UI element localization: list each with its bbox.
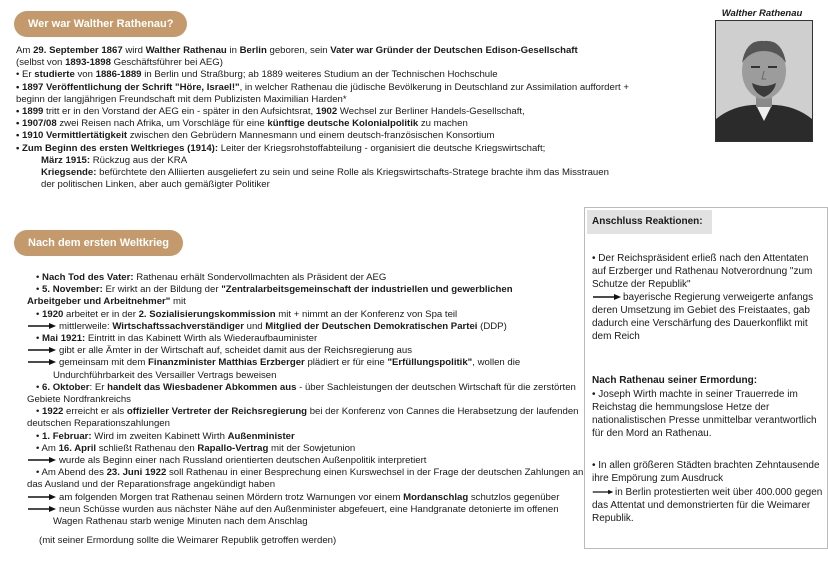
- bio-line: [16, 130, 696, 142]
- arrow-right-icon: [27, 358, 57, 366]
- timeline-line: [27, 479, 587, 491]
- timeline-arrow-line: [27, 492, 587, 504]
- text-segment: "Zentralarbeitsgemeinschaft der industriellen und gewerblichen: [221, 284, 513, 296]
- timeline-arrow-line: [27, 455, 587, 467]
- bio-line: [16, 118, 696, 130]
- text-segment: mit: [170, 296, 186, 308]
- text-segment: Rapallo-Vertrag: [197, 442, 269, 454]
- timeline-line: [27, 418, 587, 430]
- timeline-line: [27, 406, 587, 418]
- text-segment: arbeitet er in der: [63, 308, 139, 320]
- text-segment: •: [36, 272, 43, 283]
- timeline-arrow-line: [27, 357, 587, 369]
- text-segment: mittlerweile:: [59, 320, 113, 332]
- text-segment: offizieller Vertreter der Reichsregierung: [126, 406, 308, 418]
- timeline-line: [27, 309, 587, 321]
- text-segment: Wechsel zur Berliner Handels-Gesellschaft,: [337, 106, 525, 118]
- text-segment: • 1907/08: [16, 118, 57, 130]
- text-segment: zwischen den Gebrüdern Mannesmann und einem deutsch-französischen Konsortium: [127, 130, 495, 142]
- timeline-arrow-line: [27, 321, 587, 333]
- timeline-line: [27, 443, 587, 455]
- arrow-right-icon: [27, 456, 57, 464]
- text-segment: und: [243, 320, 266, 332]
- bio-line: [16, 82, 696, 94]
- text-segment: zu machen: [418, 118, 468, 130]
- arrow-right-icon: [27, 505, 57, 513]
- text-segment: Undurchführbarkeit des Versailler Vertrags beweisen: [53, 369, 277, 381]
- arrow-right-icon: [592, 293, 622, 301]
- text-segment: Mordanschlag: [403, 491, 469, 503]
- bio-line: [16, 106, 696, 118]
- text-segment: Wagen Rathenau starb wenige Minuten nach dem Anschlag: [53, 516, 308, 528]
- text-segment: , in welcher Rathenau die jüdische Bevölkerung in Deutschland zur Assimilation auffordert +: [239, 81, 629, 93]
- text-segment: Walther Rathenau: [145, 45, 227, 56]
- text-segment: •: [36, 308, 43, 320]
- text-segment: "Erfüllungspolitik": [387, 357, 473, 369]
- text-segment: 1893-1898: [65, 57, 111, 69]
- text-segment: 29. September 1867: [33, 45, 123, 56]
- reactions-paragraph: bayerische Regierung verweigerte anfangs deren Umsetzung im Gebiet des Freistaates, gab dadurch eine Verschärfung des Dauerkonflikt mit dem Reich: [592, 292, 814, 343]
- text-segment: gibt er alle Ämter in der Wirtschaft auf, scheidet damit aus der Reichsregierung aus: [59, 345, 413, 357]
- portrait-illustration: [716, 21, 812, 141]
- text-segment: 1920: [42, 308, 64, 320]
- text-segment: mit der Sowjetunion: [268, 442, 356, 454]
- arrow-right-icon: [27, 493, 57, 501]
- text-segment: Nach Tod des Vater:: [42, 272, 134, 283]
- timeline-line: [27, 333, 587, 345]
- portrait-caption: Walther Rathenau: [721, 8, 803, 19]
- text-segment: Arbeitgeber und Arbeitnehmer": [27, 296, 171, 308]
- text-segment: • Am Abend des: [36, 467, 107, 479]
- text-segment: gemeinsam mit dem: [59, 357, 149, 369]
- bio-line: [16, 143, 696, 155]
- text-segment: plädiert er für eine: [304, 357, 388, 369]
- text-segment: •: [36, 430, 43, 442]
- section-title-pill: [14, 230, 183, 256]
- text-segment: • Am: [36, 442, 59, 454]
- text-segment: 1886-1889: [95, 69, 142, 81]
- bio-line: [16, 45, 696, 57]
- text-segment: beginn der langjährigen Freundschaft mit dem Publizisten Maximilian Harden*: [16, 93, 347, 105]
- reactions-box: [584, 207, 828, 549]
- text-segment: : Er: [89, 381, 108, 393]
- text-segment: 1902: [315, 106, 338, 118]
- text-segment: 16. April: [58, 442, 97, 454]
- text-segment: - über Sachleistungen der deutschen Wirtschaft für die zerstörten: [296, 381, 576, 393]
- text-segment: 1. Februar:: [42, 430, 92, 442]
- text-segment: Er wirkt an der Bildung der: [102, 284, 222, 296]
- text-segment: handelt das Wiesbadener Abkommen aus: [107, 381, 297, 393]
- timeline-line: [27, 296, 587, 308]
- timeline-line: [27, 535, 587, 547]
- text-segment: befürchtete den Alliierten ausgeliefert zu sein und seine Rolle als Kriegswirtschafts-Stratege brachte ihm das Misstrauen: [96, 167, 609, 179]
- text-segment: zwei Reisen nach Afrika, um Vorschläge für eine: [56, 118, 268, 130]
- text-segment: tritt er in den Vorstand der AEG ein - später in den Aufsichtsrat,: [43, 106, 316, 118]
- section-title: Wer war Walther Rathenau?: [28, 18, 174, 30]
- text-segment: •: [36, 333, 43, 345]
- arrow-right-icon: [27, 346, 57, 354]
- text-segment: Finanzminister Matthias Erzberger: [148, 357, 305, 369]
- text-segment: März 1915:: [41, 154, 91, 166]
- text-segment: 2. Sozialisierungskommission: [138, 308, 276, 320]
- reactions-header: Anschluss Reaktionen:: [587, 210, 712, 234]
- text-segment: in Berlin und Straßburg; ab 1889 weiteres Studium an der Technischen Hochschule: [141, 69, 498, 81]
- text-segment: • 1899: [16, 106, 44, 118]
- text-segment: , wollen die: [472, 357, 521, 369]
- section-title-pill: [14, 11, 187, 37]
- text-segment: •: [36, 284, 43, 296]
- text-segment: Mitglied der Deutschen Demokratischen Partei: [265, 320, 478, 332]
- text-segment: geboren, sein: [266, 45, 331, 56]
- text-segment: 6. Oktober: [42, 381, 90, 393]
- text-segment: Kriegsende:: [41, 167, 97, 179]
- reactions-paragraph: • In allen größeren Städten brachten Zehntausende ihre Empörung zum Ausdruck: [592, 460, 820, 485]
- text-segment: schließt Rathenau den: [96, 442, 198, 454]
- arrow-right-icon: [27, 322, 57, 330]
- text-segment: 5. November:: [42, 284, 103, 296]
- text-segment: in: [226, 45, 240, 56]
- arrow-right-icon: [592, 488, 614, 496]
- reactions-paragraph: • Der Reichspräsident erließ nach den Attentaten auf Erzberger und Rathenau Notverordnung "zum Schutze der Republik": [592, 253, 813, 291]
- reactions-paragraph: in Berlin protestierten weit über 400.000 gegen das Attentat und demonstrierten für die Weimarer Republik.: [592, 487, 823, 525]
- timeline-line: [27, 370, 587, 382]
- text-segment: Außenminister: [227, 430, 295, 442]
- text-segment: der politischen Linken, aber auch gemäßigter Politiker: [41, 179, 270, 191]
- timeline-arrow-line: [27, 504, 587, 516]
- text-segment: mit + nimmt an der Konferenz von Spa teil: [275, 308, 458, 320]
- timeline-line: [27, 272, 587, 284]
- timeline-line: [27, 394, 587, 406]
- text-segment: • Zum Beginn des ersten Weltkrieges (1914):: [16, 142, 219, 154]
- text-segment: Wird im zweiten Kabinett Wirth: [91, 430, 228, 442]
- text-segment: deutschen Reparationszahlungen: [27, 418, 170, 430]
- text-segment: •: [36, 406, 43, 418]
- section-title: Nach dem ersten Weltkrieg: [28, 237, 170, 249]
- text-segment: • 1910 Vermittlertätigkeit: [16, 130, 128, 142]
- timeline-line: [27, 431, 587, 443]
- text-segment: am folgenden Morgen trat Rathenau seinen Mördern trotz Warnungen vor einem: [59, 491, 404, 503]
- text-segment: erreicht er als: [63, 406, 127, 418]
- text-segment: Geschäftsführer bei AEG): [110, 57, 223, 69]
- text-segment: Mai 1921:: [42, 333, 86, 345]
- text-segment: (mit seiner Ermordung sollte die Weimarer Republik getroffen werden): [39, 535, 337, 547]
- timeline-line: [27, 382, 587, 394]
- text-segment: 23. Juni 1922: [106, 467, 167, 479]
- bio-line: [16, 94, 696, 106]
- timeline-arrow-line: [27, 345, 587, 357]
- text-segment: • Er: [16, 69, 35, 81]
- text-segment: neun Schüsse wurden aus nächster Nähe auf den Außenminister abgefeuert, eine Handgranate detonierte im offenen: [59, 503, 559, 515]
- text-segment: Berlin: [239, 45, 267, 56]
- text-segment: (DDP): [477, 320, 507, 332]
- text-segment: künftige deutsche Kolonialpolitik: [267, 118, 419, 130]
- text-segment: wurde als Beginn einer nach Russland orientierten deutschen Außenpolitik interpretiert: [59, 455, 427, 467]
- bio-line: [16, 57, 696, 69]
- text-segment: • 1897 Veröffentlichung der Schrift "Höre, Israel!": [16, 81, 240, 93]
- text-segment: wird: [122, 45, 146, 56]
- text-segment: (selbst von: [16, 57, 66, 69]
- biography-block: [16, 45, 696, 191]
- reactions-subheading: Nach Rathenau seiner Ermordung:: [592, 375, 758, 386]
- text-segment: bei der Konferenz von Cannes die Herabsetzung der laufenden: [307, 406, 579, 418]
- text-segment: •: [36, 381, 43, 393]
- text-segment: Gebiete Nordfrankreichs: [27, 394, 131, 406]
- text-segment: Am: [16, 45, 34, 56]
- text-segment: schutzlos gegenüber: [468, 491, 560, 503]
- bio-line: [16, 179, 696, 191]
- text-segment: das Ausland und der Reparationsfrage angekündigt haben: [27, 479, 276, 491]
- timeline-line: [27, 516, 587, 528]
- text-segment: Rückzug aus der KRA: [90, 154, 188, 166]
- text-segment: von: [74, 69, 96, 81]
- bio-line: [16, 167, 696, 179]
- portrait-image: [715, 20, 813, 142]
- text-segment: soll Rathenau in einer Besprechung einen Kurswechsel in der Frage der deutschen Zahlungen an: [166, 467, 584, 479]
- text-segment: 1922: [42, 406, 64, 418]
- timeline-line: [27, 467, 587, 479]
- text-segment: Rathenau erhält Sondervollmachten als Präsident der AEG: [133, 272, 387, 283]
- text-segment: Wirtschaftssachverständiger: [112, 320, 244, 332]
- postwar-timeline: [27, 272, 587, 547]
- bio-line: [16, 69, 696, 81]
- reactions-paragraph: • Joseph Wirth machte in seiner Trauerrede im Reichstag die hemmungslose Hetze der nationalistischen Presse unmittelbar verantwortlich für den Mord an Rathenau.: [592, 389, 817, 440]
- bio-line: [16, 155, 696, 167]
- text-segment: studierte: [34, 69, 75, 81]
- text-segment: Eintritt in das Kabinett Wirth als Wiederaufbauminister: [85, 333, 318, 345]
- text-segment: Leiter der Kriegsrohstoffabteilung - organisiert die deutsche Kriegswirtschaft;: [218, 142, 546, 154]
- text-segment: Vater war Gründer der Deutschen Edison-Gesellschaft: [330, 45, 578, 56]
- timeline-line: [27, 284, 587, 296]
